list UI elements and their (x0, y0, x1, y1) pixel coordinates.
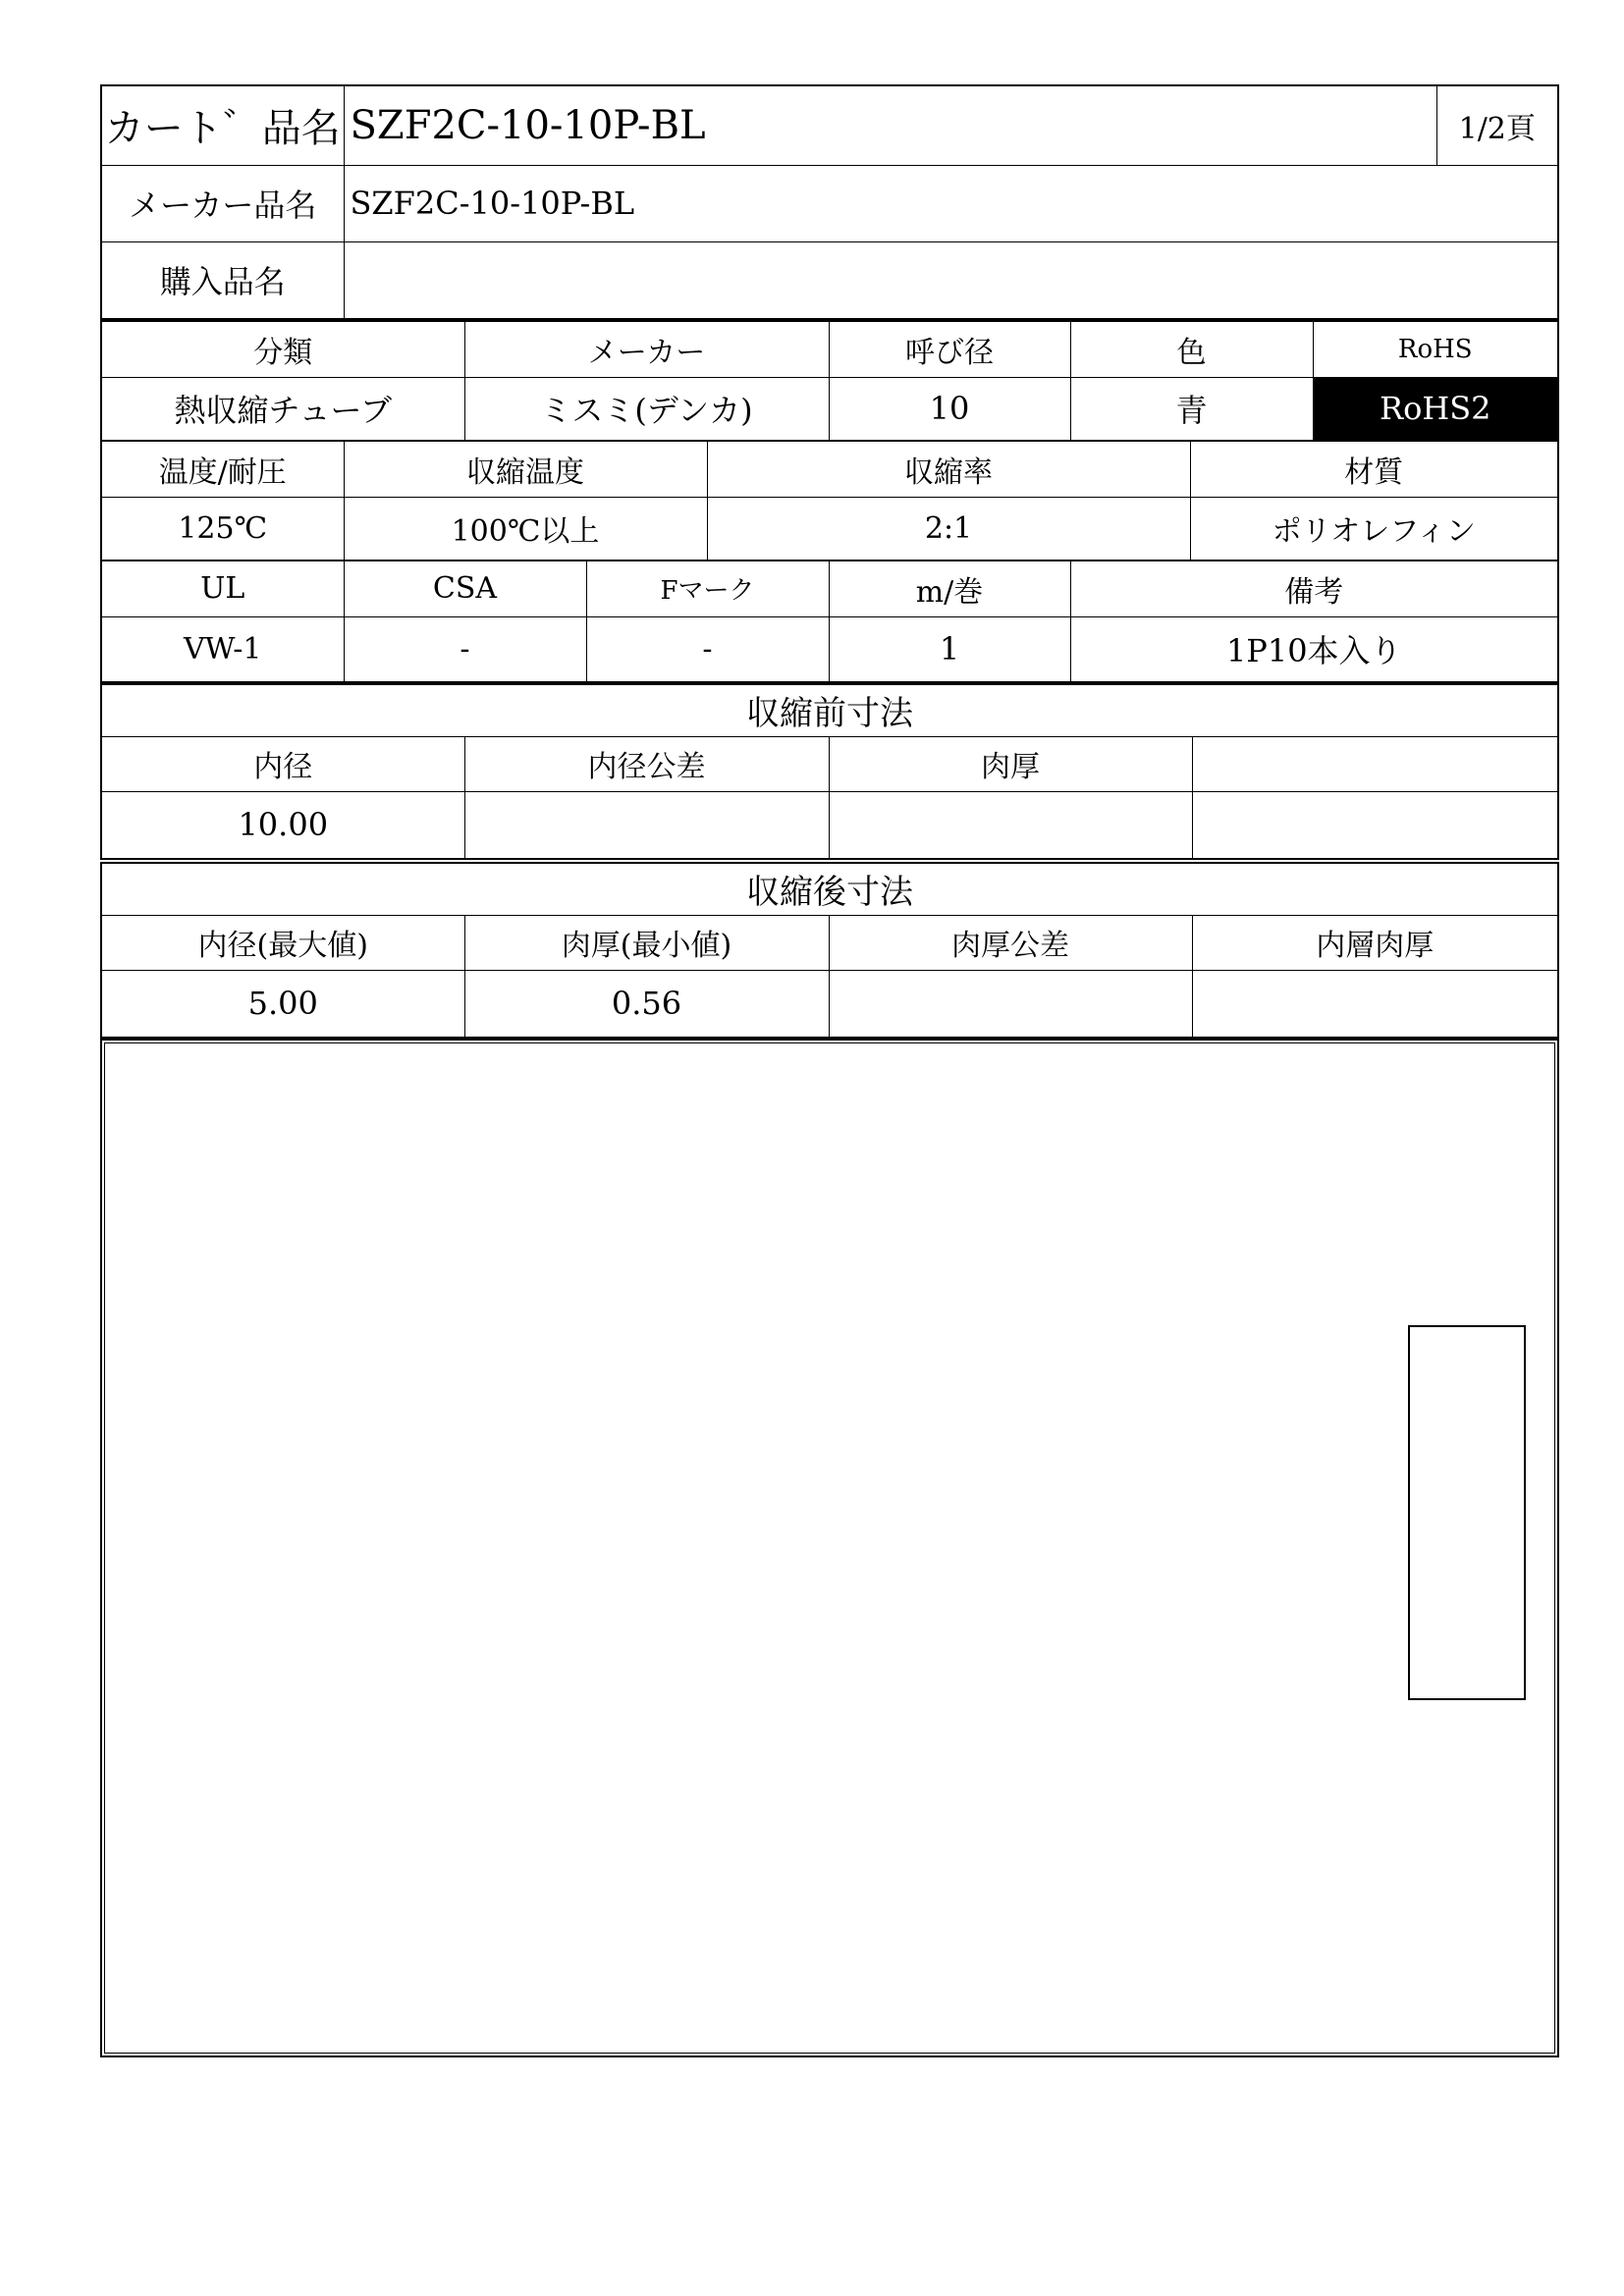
header-material: 材質 (1190, 442, 1557, 497)
value-ul: VW-1 (102, 616, 344, 681)
header-wall-thickness-tolerance: 肉厚公差 (829, 915, 1192, 970)
header-ul: UL (102, 561, 344, 616)
spec-block-2 (100, 440, 1559, 561)
side-label-box (1408, 1325, 1526, 1700)
header-maker: メーカー (464, 322, 829, 377)
value-nominal-size: 10 (829, 377, 1070, 440)
header-shrink-ratio: 収縮率 (707, 442, 1190, 497)
header-nominal-size: 呼び径 (829, 322, 1070, 377)
value-inner-diameter-max: 5.00 (102, 970, 464, 1037)
after-shrink-block (100, 862, 1559, 1039)
header-block (100, 84, 1559, 320)
maker-name-value: SZF2C-10-10P-BL (344, 165, 1557, 241)
page-number: 1/2頁 (1436, 86, 1557, 165)
spec-block-1 (100, 320, 1559, 442)
header-wall-thickness: 肉厚 (829, 736, 1192, 791)
header-category: 分類 (102, 322, 464, 377)
drawing-area (100, 1039, 1559, 2057)
header-inner-diameter-max: 内径(最大値) (102, 915, 464, 970)
card-name-value: SZF2C-10-10P-BL (344, 86, 1436, 165)
value-category: 熱収縮チューブ (102, 377, 464, 440)
header-inner-layer-thickness: 内層肉厚 (1192, 915, 1557, 970)
spec-block-3 (100, 560, 1559, 683)
header-shrink-temp: 収縮温度 (344, 442, 707, 497)
value-wall-thickness-min: 0.56 (464, 970, 829, 1037)
header-csa: CSA (344, 561, 586, 616)
value-shrink-temp: 100℃以上 (344, 497, 707, 560)
value-shrink-ratio: 2:1 (707, 497, 1190, 560)
value-inner-diameter-tolerance (464, 791, 829, 858)
header-inner-diameter-tolerance: 内径公差 (464, 736, 829, 791)
card-name-label: カート゛品名 (102, 86, 344, 165)
header-wall-thickness-min: 肉厚(最小値) (464, 915, 829, 970)
value-f-mark: - (586, 616, 829, 681)
value-maker: ミスミ(デンカ) (464, 377, 829, 440)
value-inner-layer-thickness (1192, 970, 1557, 1037)
value-temp-voltage: 125℃ (102, 497, 344, 560)
rohs-badge: RoHS2 (1313, 377, 1557, 440)
header-meters-per-roll: m/巻 (829, 561, 1070, 616)
value-csa: - (344, 616, 586, 681)
maker-name-label: メーカー品名 (102, 165, 344, 241)
value-wall-thickness (829, 791, 1192, 858)
header-remarks: 備考 (1070, 561, 1557, 616)
header-f-mark: Fマーク (586, 561, 829, 616)
header-temp-voltage: 温度/耐圧 (102, 442, 344, 497)
header-blank (1192, 736, 1557, 791)
value-remarks: 1P10本入り (1070, 616, 1557, 681)
header-inner-diameter: 内径 (102, 736, 464, 791)
header-color: 色 (1070, 322, 1313, 377)
after-shrink-title: 収縮後寸法 (102, 864, 1557, 915)
value-color: 青 (1070, 377, 1313, 440)
header-rohs: RoHS (1313, 322, 1557, 377)
purchase-name-value (344, 241, 1557, 318)
spec-sheet (100, 84, 1559, 2059)
value-material: ポリオレフィン (1190, 497, 1557, 560)
value-inner-diameter: 10.00 (102, 791, 464, 858)
before-shrink-block (100, 683, 1559, 860)
value-wall-thickness-tolerance (829, 970, 1192, 1037)
purchase-name-label: 購入品名 (102, 241, 344, 318)
value-meters-per-roll: 1 (829, 616, 1070, 681)
before-shrink-title: 収縮前寸法 (102, 685, 1557, 736)
drawing-frame (104, 1042, 1555, 2054)
value-blank (1192, 791, 1557, 858)
